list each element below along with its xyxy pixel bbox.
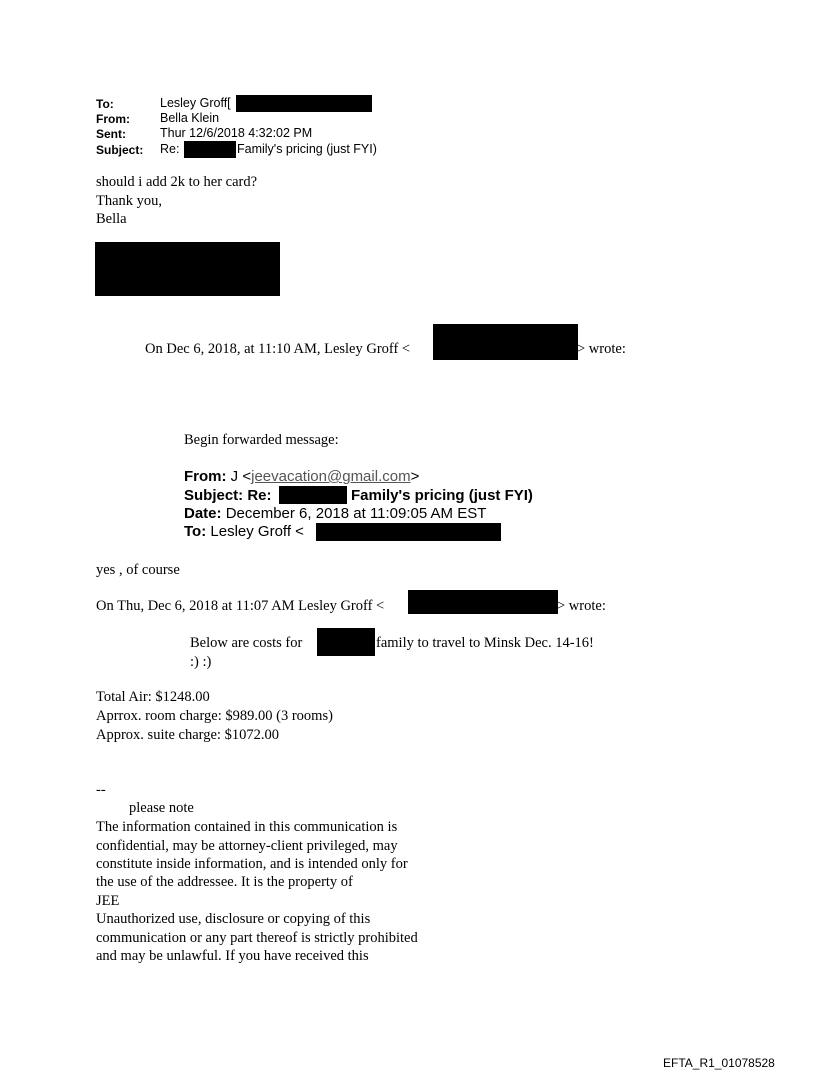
subject-label: Subject: — [96, 143, 144, 157]
reply-text: yes , of course — [96, 562, 180, 578]
sent-label: Sent: — [96, 127, 126, 141]
forwarded-to-line — [184, 523, 304, 540]
costs-intro-suffix: family to travel to Minsk Dec. 14-16! — [376, 635, 594, 651]
sent-value: Thur 12/6/2018 4:32:02 PM — [160, 126, 313, 140]
document-id: EFTA_R1_01078528 — [663, 1056, 775, 1070]
forwarded-subject-suffix-wrap — [351, 487, 533, 504]
forwarded-date-value: December 6, 2018 at 11:09:05 AM EST — [225, 505, 487, 522]
to-label: To: — [96, 97, 114, 111]
quote-1-suffix: > wrote: — [577, 341, 626, 357]
message-line-1: should i add 2k to her card? — [96, 174, 258, 190]
subject-prefix: Re: — [160, 142, 180, 156]
forwarded-to-value: Lesley Groff < — [210, 523, 304, 540]
costs-line-3: Approx. suite charge: $1072.00 — [96, 727, 279, 743]
disclaimer-line: JEE — [96, 893, 120, 909]
disclaimer-line: the use of the addressee. It is the property of — [96, 874, 353, 890]
costs-intro-prefix: Below are costs for — [190, 635, 303, 651]
subject-suffix: Family's pricing (just FYI) — [237, 142, 377, 156]
costs-line-2: Aprrox. room charge: $989.00 (3 rooms) — [96, 708, 333, 724]
costs-line-1: Total Air: $1248.00 — [96, 689, 210, 705]
forwarded-date-label: Date: — [184, 505, 222, 522]
disclaimer-line: Unauthorized use, disclosure or copying of this — [96, 911, 371, 927]
redaction-forwarded-subject — [279, 486, 347, 504]
forwarded-from-email-link[interactable]: jeevacation@gmail.com — [251, 468, 411, 485]
forwarded-subject-line — [184, 487, 272, 504]
redaction-signature-block — [95, 242, 280, 296]
disclaimer-line: communication or any part thereof is strictly prohibited — [96, 930, 418, 946]
forwarded-intro: Begin forwarded message: — [184, 432, 339, 448]
forwarded-from-value: J < — [230, 468, 252, 485]
message-line-3: Bella — [96, 211, 127, 227]
redaction-costs-family — [317, 628, 375, 656]
forwarded-from-label: From: — [184, 468, 227, 485]
redaction-quote-1-email — [433, 324, 578, 360]
forwarded-to-label: To: — [184, 523, 207, 540]
quote-1-prefix: On Dec 6, 2018, at 11:10 AM, Lesley Groff < — [145, 341, 411, 357]
redaction-quote-2-email — [408, 590, 558, 614]
disclaimer-line: confidential, may be attorney-client privileged, may — [96, 838, 398, 854]
disclaimer-note: please note — [129, 800, 194, 816]
forwarded-subject-label: Subject: Re: — [184, 487, 272, 504]
disclaimer-line: The information contained in this communication is — [96, 819, 398, 835]
from-label: From: — [96, 112, 130, 126]
forwarded-from-close: > — [410, 468, 420, 485]
message-line-2: Thank you, — [96, 193, 163, 209]
costs-smiley: :) :) — [190, 654, 212, 670]
quote-2-suffix: > wrote: — [557, 598, 606, 614]
forwarded-date-line — [184, 505, 486, 522]
from-value: Bella Klein — [160, 111, 220, 125]
redaction-to-email — [236, 95, 372, 112]
quote-2-prefix: On Thu, Dec 6, 2018 at 11:07 AM Lesley Groff < — [96, 598, 385, 614]
redaction-forwarded-to-email — [316, 523, 501, 541]
to-value: Lesley Groff[ — [160, 96, 231, 110]
disclaimer-dash: -- — [96, 782, 106, 798]
forwarded-subject-suffix: Family's pricing (just FYI) — [351, 487, 533, 504]
disclaimer-line: constitute inside information, and is intended only for — [96, 856, 408, 872]
disclaimer-line: and may be unlawful. If you have received this — [96, 948, 369, 964]
forwarded-from-line — [184, 468, 419, 485]
redaction-subject-name — [184, 141, 236, 158]
